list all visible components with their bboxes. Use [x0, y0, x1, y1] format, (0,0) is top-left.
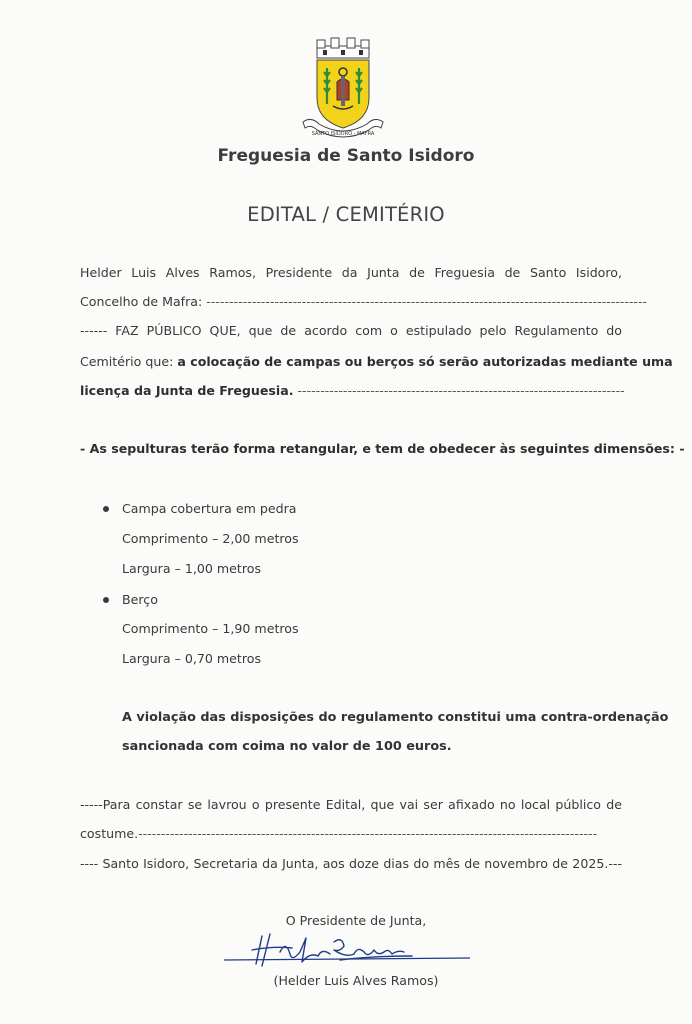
warning-line-2: sancionada com coima no valor de 100 euros. — [122, 739, 452, 754]
intro-line-5 — [80, 383, 625, 399]
item-2-width: Largura – 0,70 metros — [122, 651, 262, 666]
closing-line-2-dashes: ----------------------------------------------------------------------------------------------------- — [138, 826, 598, 841]
closing-line-1: -----Para constar se lavrou o presente Edital, que vai ser afixado no local público de — [80, 797, 622, 812]
intro-line-5-bold: licença da Junta de Freguesia. — [80, 383, 294, 398]
intro-line-2-dashes: ------------------------------------------------------------------------------------------------- — [202, 294, 648, 309]
intro-line-4 — [80, 354, 673, 370]
item-1-length: Comprimento – 2,00 metros — [122, 531, 299, 546]
closing-line-2-text: costume. — [80, 826, 139, 841]
closing-line-3: ---- Santo Isidoro, Secretaria da Junta, aos doze dias do mês de novembro de 2025.--- — [80, 856, 622, 871]
intro-line-3: ------ FAZ PÚBLICO QUE, que de acordo com o estipulado pelo Regulamento do — [80, 323, 622, 338]
intro-line-1: Helder Luis Alves Ramos, Presidente da Junta de Freguesia de Santo Isidoro, — [80, 265, 622, 280]
intro-line-5-dashes: ------------------------------------------------------------------------ — [293, 383, 625, 398]
bullet-icon — [103, 597, 109, 603]
intro-line-2-text: Concelho de Mafra: — [80, 294, 203, 309]
item-1-width: Largura – 1,00 metros — [122, 561, 262, 576]
warning-line-1: A violação das disposições do regulamento constitui uma contra-ordenação — [122, 710, 669, 725]
closing-line-2 — [80, 826, 622, 842]
bullet-icon — [103, 506, 109, 512]
signature-title: O Presidente de Junta, — [285, 913, 427, 928]
requirement-line: - As sepulturas terão forma retangular, e tem de obedecer às seguintes dimensões: - — [80, 441, 685, 456]
handwritten-signature-icon — [222, 928, 472, 970]
intro-line-4-bold: a colocação de campas ou berços só serão autorizadas mediante uma — [177, 354, 673, 369]
organization-name: Freguesia de Santo Isidoro — [217, 146, 475, 166]
crest-motto: SANTO ISIDORO - MAFRA — [311, 131, 375, 137]
coat-of-arms-icon — [293, 36, 393, 146]
intro-line-4-normal: Cemitério que: — [80, 354, 178, 369]
intro-line-2 — [80, 294, 648, 310]
signatory-name: (Helder Luis Alves Ramos) — [273, 973, 439, 988]
item-2-name: Berço — [122, 592, 158, 607]
item-2-length: Comprimento – 1,90 metros — [122, 621, 299, 636]
document-title: EDITAL / CEMITÉRIO — [247, 203, 445, 226]
item-1-name: Campa cobertura em pedra — [122, 501, 297, 516]
